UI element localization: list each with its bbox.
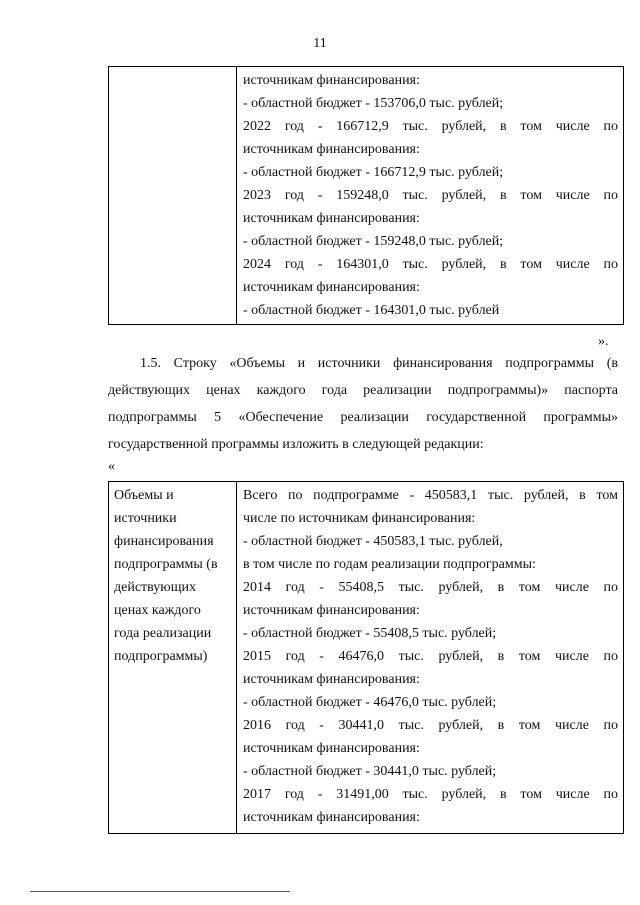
table-line: 2014 год - 55408,5 тыс. рублей, в том числе по xyxy=(243,580,618,595)
closing-quote: ». xyxy=(598,334,609,349)
label-line: ценах каждого xyxy=(114,603,201,618)
amendment-paragraph xyxy=(108,350,618,458)
label-line: подпрограммы (в xyxy=(114,557,218,572)
table-line: источникам финансирования: xyxy=(243,73,420,88)
table-line: источникам финансирования: xyxy=(243,280,420,295)
table-line: источникам финансирования: xyxy=(243,741,420,756)
page-number: 11 xyxy=(313,36,327,51)
table-line: источникам финансирования: xyxy=(243,142,420,157)
table-line: - областной бюджет - 153706,0 тыс. рублей; xyxy=(243,96,504,111)
table-cell-label xyxy=(109,67,237,325)
funding-table-new xyxy=(108,481,624,834)
paragraph-line: подпрограммы 5 «Обеспечение реализации государственной программы» xyxy=(108,410,618,425)
table-line: - областной бюджет - 159248,0 тыс. рублей; xyxy=(243,234,504,249)
label-line: подпрограммы) xyxy=(114,649,208,664)
table-row xyxy=(109,67,624,325)
table-line: источникам финансирования: xyxy=(243,672,420,687)
table-cell-content xyxy=(237,482,624,834)
table-line: Всего по подпрограмме - 450583,1 тыс. рублей, в том xyxy=(243,488,618,503)
funding-table-continuation xyxy=(108,66,624,325)
table-line: - областной бюджет - 166712,9 тыс. рублей; xyxy=(243,165,504,180)
table-line: источникам финансирования: xyxy=(243,810,420,825)
label-line: финансирования xyxy=(114,534,214,549)
table-line: 2023 год - 159248,0 тыс. рублей, в том числе по xyxy=(243,188,618,203)
table-row xyxy=(109,482,624,834)
table-line: - областной бюджет - 30441,0 тыс. рублей; xyxy=(243,764,497,779)
paragraph-line: действующих ценах каждого года реализации подпрограммы)» паспорта xyxy=(108,383,618,398)
table-line: - областной бюджет - 450583,1 тыс. рублей, xyxy=(243,534,503,549)
label-line: источники xyxy=(114,511,177,526)
label-line: Объемы и xyxy=(114,488,174,503)
table-line: числе по источникам финансирования: xyxy=(243,511,476,526)
table-line: - областной бюджет - 164301,0 тыс. рублей xyxy=(243,303,500,318)
table-cell-content xyxy=(237,67,624,325)
table-cell-label xyxy=(109,482,237,834)
table-line: источникам финансирования: xyxy=(243,211,420,226)
table-line: 2024 год - 164301,0 тыс. рублей, в том числе по xyxy=(243,257,618,272)
footer-rule xyxy=(30,891,290,892)
opening-quote: « xyxy=(108,459,115,474)
table-line: 2022 год - 166712,9 тыс. рублей, в том числе по xyxy=(243,119,618,134)
table-line: - областной бюджет - 46476,0 тыс. рублей; xyxy=(243,695,497,710)
table-line: 2017 год - 31491,00 тыс. рублей, в том числе по xyxy=(243,787,618,802)
label-line: действующих xyxy=(114,580,197,595)
table-line: источникам финансирования: xyxy=(243,603,420,618)
table-line: 2016 год - 30441,0 тыс. рублей, в том числе по xyxy=(243,718,618,733)
paragraph-line: 1.5. Строку «Объемы и источники финансирования подпрограммы (в xyxy=(140,356,618,371)
paragraph-line: государственной программы изложить в следующей редакции: xyxy=(108,437,484,452)
table-line: 2015 год - 46476,0 тыс. рублей, в том числе по xyxy=(243,649,618,664)
label-line: года реализации xyxy=(114,626,212,641)
table-line: в том числе по годам реализации подпрограммы: xyxy=(243,557,536,572)
table-line: - областной бюджет - 55408,5 тыс. рублей; xyxy=(243,626,497,641)
